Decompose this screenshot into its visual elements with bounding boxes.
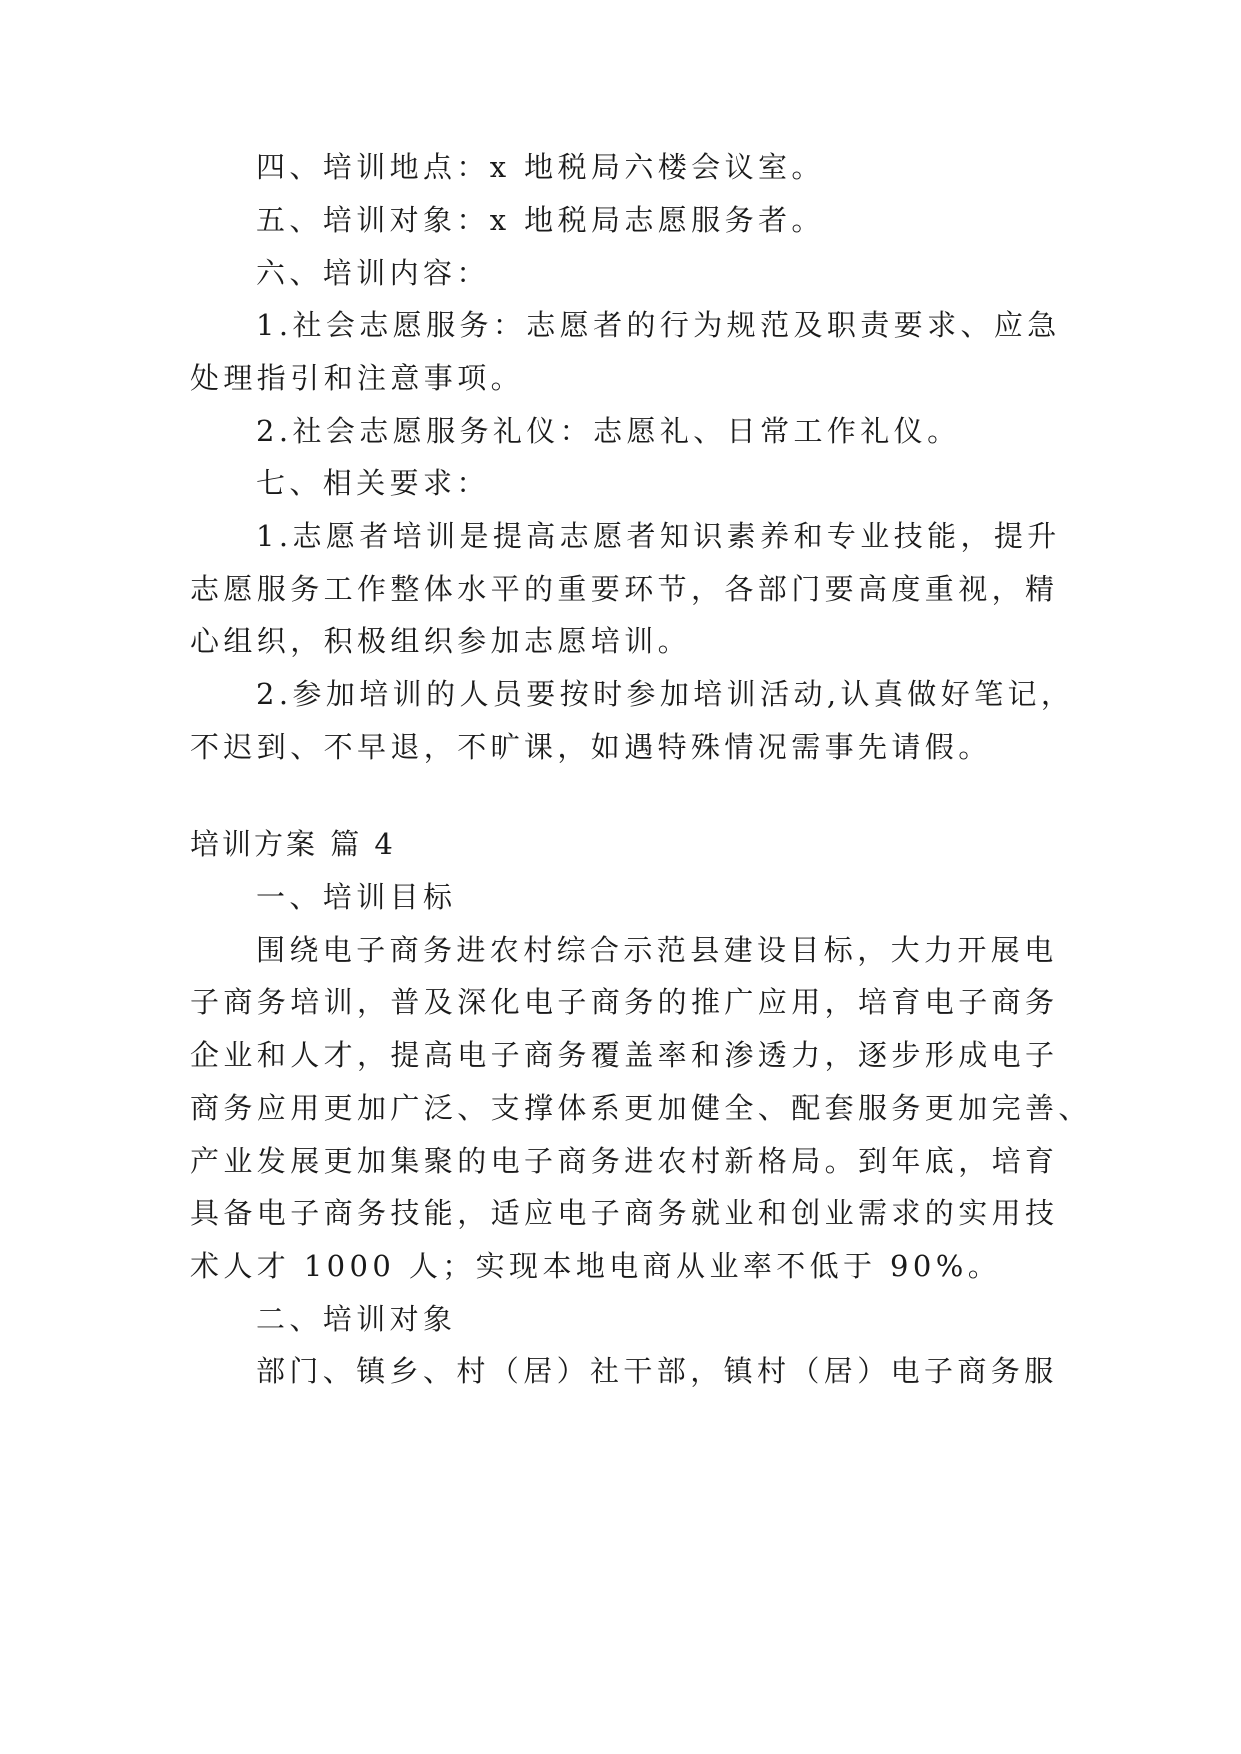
training-content-heading: 六、培训内容： — [256, 256, 490, 290]
requirement-1-line-1: 1.志愿者培训是提高志愿者知识素养和专业技能，提升 — [256, 519, 1061, 553]
requirement-2-line-1: 2.参加培训的人员要按时参加培训活动,认真做好笔记， — [256, 677, 1075, 711]
training-target-line-1: 部门、镇乡、村（居）社干部，镇村（居）电子商务服 — [256, 1354, 1058, 1388]
training-goal-line-3: 企业和人才，提高电子商务覆盖率和渗透力，逐步形成电子 — [190, 1038, 1059, 1072]
requirement-2-line-2: 不迟到、不早退，不旷课，如遇特殊情况需事先请假。 — [190, 730, 992, 764]
training-goal-line-6: 具备电子商务技能，适应电子商务就业和创业需求的实用技 — [190, 1196, 1059, 1230]
training-location: 四、培训地点：x 地税局六楼会议室。 — [256, 150, 825, 184]
training-goal-line-5: 产业发展更加集聚的电子商务进农村新格局。到年底，培育 — [190, 1144, 1059, 1178]
content-item-2: 2.社会志愿服务礼仪：志愿礼、日常工作礼仪。 — [256, 414, 961, 448]
requirement-1-line-3: 心组织，积极组织参加志愿培训。 — [190, 624, 692, 658]
requirement-1-line-2: 志愿服务工作整体水平的重要环节，各部门要高度重视，精 — [190, 572, 1059, 606]
training-audience: 五、培训对象：x 地税局志愿服务者。 — [256, 203, 825, 237]
content-item-1-line-2: 处理指引和注意事项。 — [190, 361, 525, 395]
training-goal-line-2: 子商务培训，普及深化电子商务的推广应用，培育电子商务 — [190, 985, 1059, 1019]
requirements-heading: 七、相关要求： — [256, 466, 490, 500]
training-goal-line-4: 商务应用更加广泛、支撑体系更加健全、配套服务更加完善、 — [190, 1091, 1092, 1125]
content-item-1-line-1: 1.社会志愿服务：志愿者的行为规范及职责要求、应急 — [256, 308, 1061, 342]
training-goal-line-1: 围绕电子商务进农村综合示范县建设目标，大力开展电 — [256, 933, 1058, 967]
training-target-heading: 二、培训对象 — [256, 1302, 457, 1336]
section-title: 培训方案 篇 4 — [190, 827, 396, 861]
training-goal-line-7: 术人才 1000 人；实现本地电商从业率不低于 90%。 — [190, 1249, 1002, 1283]
training-goal-heading: 一、培训目标 — [256, 880, 457, 914]
